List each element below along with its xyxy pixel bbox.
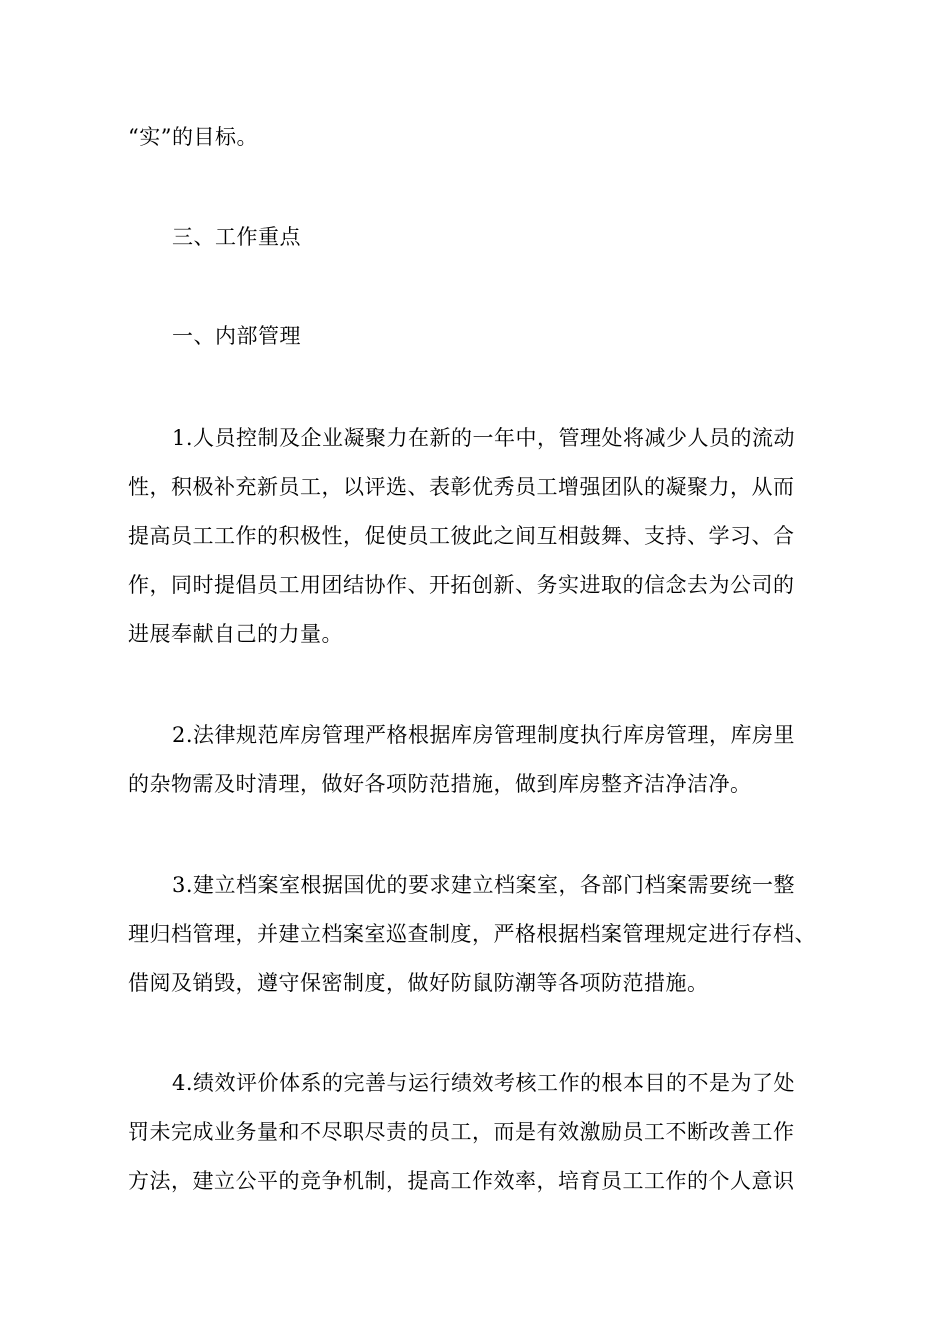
paragraph-line: 借阅及销毁，遵守保密制度，做好防鼠防潮等各项防范措施。 [128,971,709,995]
subsection-heading: 一、内部管理 [172,324,301,348]
paragraph-line: 2.法律规范库房管理严格根据库房管理制度执行库房管理，库房里 [172,723,796,747]
paragraph-line: 理归档管理，并建立档案室巡查制度，严格根据档案管理规定进行存档、 [128,922,816,946]
intro-line: “实”的目标。 [128,125,258,149]
paragraph-line: 1.人员控制及企业凝聚力在新的一年中，管理处将减少人员的流动 [172,426,796,450]
paragraph-line: 3.建立档案室根据国优的要求建立档案室，各部门档案需要统一整 [172,873,796,897]
paragraph-line: 的杂物需及时清理，做好各项防范措施，做到库房整齐洁净洁净。 [128,772,752,796]
section-heading: 三、工作重点 [172,225,301,249]
paragraph-line: 4.绩效评价体系的完善与运行绩效考核工作的根本目的不是为了处 [172,1071,796,1095]
paragraph-line: 方法，建立公平的竞争机制，提高工作效率，培育员工工作的个人意识 [128,1169,795,1193]
paragraph-line: 提高员工工作的积极性，促使员工彼此之间互相鼓舞、支持、学习、合 [128,524,795,548]
paragraph-line: 罚未完成业务量和不尽职尽责的员工，而是有效激励员工不断改善工作 [128,1120,795,1144]
paragraph-line: 作，同时提倡员工用团结协作、开拓创新、务实进取的信念去为公司的 [128,573,795,597]
paragraph-line: 进展奉献自己的力量。 [128,622,343,646]
paragraph-line: 性，积极补充新员工，以评选、表彰优秀员工增强团队的凝聚力，从而 [128,475,795,499]
